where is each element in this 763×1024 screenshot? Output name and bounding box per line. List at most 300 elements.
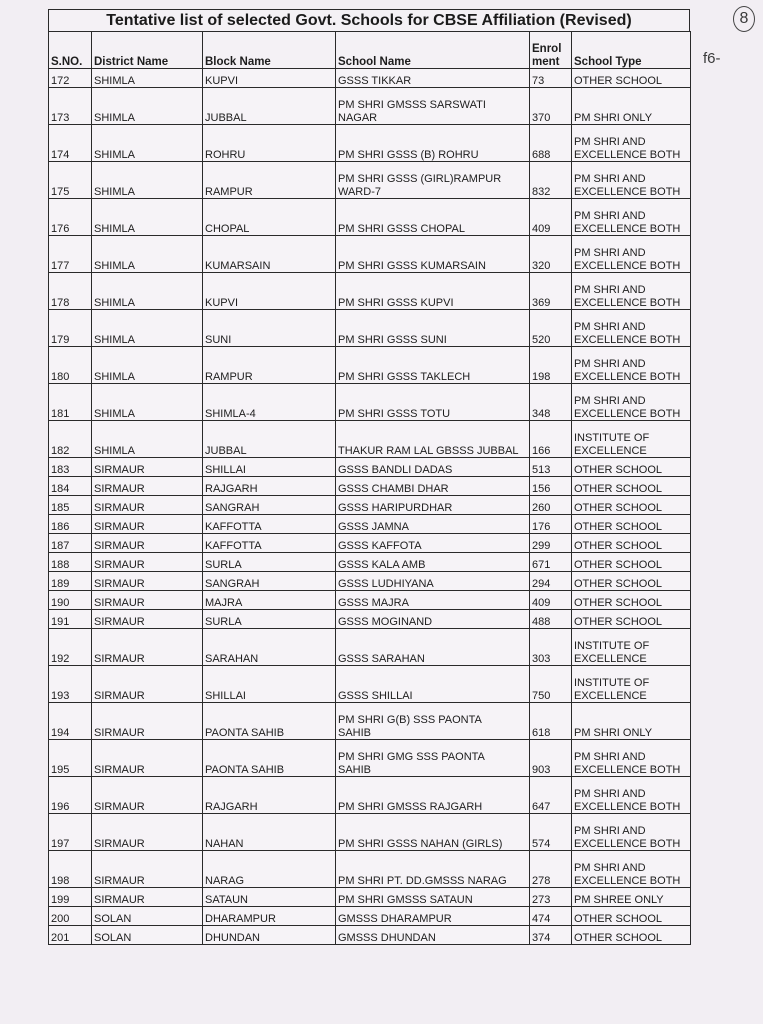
cell-sno: 194 xyxy=(49,703,92,740)
cell-block: KUPVI xyxy=(203,273,336,310)
cell-school-type-line: INSTITUTE OF xyxy=(574,677,650,690)
cell-school-name xyxy=(336,458,530,477)
cell-school-type-line: PM SHRI AND xyxy=(574,751,646,764)
cell-sno: 183 xyxy=(49,458,92,477)
cell-school-type-line: EXCELLENCE BOTH xyxy=(574,222,681,235)
header-enrolment-line-2: ment xyxy=(532,55,560,68)
cell-school-name xyxy=(336,740,530,777)
cell-school-type-line: OTHER SCHOOL xyxy=(574,501,663,514)
table-header-row xyxy=(49,32,691,69)
cell-school-name-line: SAHIB xyxy=(338,726,372,739)
table-row xyxy=(49,610,691,629)
cell-enrolment: 369 xyxy=(530,273,572,310)
cell-school-type-line: PM SHRI ONLY xyxy=(574,726,653,739)
cell-school-type-line: PM SHRI AND xyxy=(574,395,646,408)
cell-block: RAMPUR xyxy=(203,162,336,199)
cell-district: SHIMLA xyxy=(92,88,203,125)
cell-school-name xyxy=(336,162,530,199)
cell-school-type xyxy=(572,851,691,888)
cell-school-name-line: GSSS CHAMBI DHAR xyxy=(338,482,449,495)
cell-enrolment: 370 xyxy=(530,88,572,125)
cell-school-name xyxy=(336,851,530,888)
header-enrolment xyxy=(530,32,572,69)
cell-school-type-line: INSTITUTE OF xyxy=(574,432,650,445)
cell-school-type-line: PM SHRI AND xyxy=(574,210,646,223)
cell-sno: 184 xyxy=(49,477,92,496)
cell-sno: 193 xyxy=(49,666,92,703)
cell-school-name-line: NAGAR xyxy=(338,111,378,124)
cell-school-type-line: OTHER SCHOOL xyxy=(574,931,663,944)
cell-enrolment: 273 xyxy=(530,888,572,907)
cell-school-type-line: OTHER SCHOOL xyxy=(574,520,663,533)
cell-school-type-line: EXCELLENCE BOTH xyxy=(574,148,681,161)
cell-school-type-line: PM SHREE ONLY xyxy=(574,893,664,906)
cell-school-name xyxy=(336,814,530,851)
cell-school-type-line: EXCELLENCE BOTH xyxy=(574,370,681,383)
cell-block: RAJGARH xyxy=(203,777,336,814)
header-district: District Name xyxy=(92,32,203,69)
cell-district: SIRMAUR xyxy=(92,553,203,572)
schools-table xyxy=(48,31,691,945)
table-row xyxy=(49,273,691,310)
table-row xyxy=(49,629,691,666)
cell-block: KUMARSAIN xyxy=(203,236,336,273)
cell-school-type-line: EXCELLENCE BOTH xyxy=(574,874,681,887)
table-row xyxy=(49,384,691,421)
table-row xyxy=(49,703,691,740)
cell-school-type-line: OTHER SCHOOL xyxy=(574,596,663,609)
cell-enrolment: 618 xyxy=(530,703,572,740)
cell-enrolment: 488 xyxy=(530,610,572,629)
cell-school-name-line: PM SHRI GSSS TAKLECH xyxy=(338,370,471,383)
cell-school-type-line: PM SHRI AND xyxy=(574,788,646,801)
cell-district: SIRMAUR xyxy=(92,740,203,777)
cell-school-type-line: OTHER SCHOOL xyxy=(574,558,663,571)
cell-school-name-line: GSSS MOGINAND xyxy=(338,615,433,628)
cell-enrolment: 198 xyxy=(530,347,572,384)
cell-school-name xyxy=(336,515,530,534)
cell-school-name-line: PM SHRI GSSS TOTU xyxy=(338,407,451,420)
cell-enrolment: 520 xyxy=(530,310,572,347)
cell-enrolment: 903 xyxy=(530,740,572,777)
cell-block: RAJGARH xyxy=(203,477,336,496)
cell-district: SIRMAUR xyxy=(92,458,203,477)
cell-school-type xyxy=(572,310,691,347)
cell-enrolment: 409 xyxy=(530,591,572,610)
cell-school-type xyxy=(572,814,691,851)
cell-block: MAJRA xyxy=(203,591,336,610)
cell-school-name xyxy=(336,610,530,629)
cell-school-name xyxy=(336,553,530,572)
cell-school-type xyxy=(572,907,691,926)
page-number-annotation: 8 xyxy=(733,6,755,32)
cell-block: JUBBAL xyxy=(203,88,336,125)
cell-school-name xyxy=(336,777,530,814)
cell-school-name-line: PM SHRI GSSS (GIRL)RAMPUR xyxy=(338,173,502,186)
cell-sno: 175 xyxy=(49,162,92,199)
table-row xyxy=(49,851,691,888)
cell-district: SIRMAUR xyxy=(92,888,203,907)
cell-school-name xyxy=(336,347,530,384)
cell-district: SIRMAUR xyxy=(92,572,203,591)
cell-school-name xyxy=(336,273,530,310)
cell-school-name-line: PM SHRI GMSSS SATAUN xyxy=(338,893,473,906)
cell-school-type xyxy=(572,777,691,814)
cell-sno: 188 xyxy=(49,553,92,572)
cell-enrolment: 73 xyxy=(530,69,572,88)
cell-school-name-line: GSSS KALA AMB xyxy=(338,558,426,571)
cell-school-type-line: OTHER SCHOOL xyxy=(574,463,663,476)
cell-school-type-line: OTHER SCHOOL xyxy=(574,74,663,87)
cell-school-name xyxy=(336,907,530,926)
cell-school-type-line: PM SHRI AND xyxy=(574,862,646,875)
cell-enrolment: 750 xyxy=(530,666,572,703)
header-school: School Name xyxy=(336,32,530,69)
cell-school-name xyxy=(336,384,530,421)
cell-school-type xyxy=(572,629,691,666)
cell-block: SUNI xyxy=(203,310,336,347)
cell-enrolment: 574 xyxy=(530,814,572,851)
cell-sno: 176 xyxy=(49,199,92,236)
table-row xyxy=(49,496,691,515)
cell-enrolment: 409 xyxy=(530,199,572,236)
cell-block: PAONTA SAHIB xyxy=(203,740,336,777)
cell-school-type-line: PM SHRI ONLY xyxy=(574,111,653,124)
cell-block: KAFFOTTA xyxy=(203,515,336,534)
cell-school-type-line: OTHER SCHOOL xyxy=(574,912,663,925)
cell-school-name xyxy=(336,591,530,610)
cell-school-name-line: GSSS HARIPURDHAR xyxy=(338,501,453,514)
cell-enrolment: 303 xyxy=(530,629,572,666)
cell-block: KAFFOTTA xyxy=(203,534,336,553)
cell-school-name xyxy=(336,88,530,125)
table-row xyxy=(49,666,691,703)
cell-sno: 173 xyxy=(49,88,92,125)
cell-district: SHIMLA xyxy=(92,199,203,236)
cell-school-type xyxy=(572,384,691,421)
cell-school-type xyxy=(572,591,691,610)
cell-school-type-line: PM SHRI AND xyxy=(574,136,646,149)
cell-sno: 191 xyxy=(49,610,92,629)
cell-school-type xyxy=(572,125,691,162)
cell-school-type xyxy=(572,273,691,310)
cell-district: SHIMLA xyxy=(92,421,203,458)
cell-school-type xyxy=(572,926,691,945)
cell-school-name-line: GSSS JAMNA xyxy=(338,520,409,533)
table-row xyxy=(49,591,691,610)
cell-school-name xyxy=(336,926,530,945)
cell-enrolment: 156 xyxy=(530,477,572,496)
cell-district: SIRMAUR xyxy=(92,477,203,496)
table-row xyxy=(49,515,691,534)
cell-school-type-line: EXCELLENCE BOTH xyxy=(574,333,681,346)
cell-school-name-line: GSSS TIKKAR xyxy=(338,74,412,87)
cell-block: SHILLAI xyxy=(203,458,336,477)
cell-school-type xyxy=(572,162,691,199)
cell-school-type-line: INSTITUTE OF xyxy=(574,640,650,653)
cell-school-name xyxy=(336,310,530,347)
cell-sno: 192 xyxy=(49,629,92,666)
cell-school-name-line: PM SHRI GSSS KUMARSAIN xyxy=(338,259,486,272)
cell-district: SIRMAUR xyxy=(92,610,203,629)
header-enrolment-line-1: Enrol xyxy=(532,43,562,56)
cell-school-name-line: PM SHRI GSSS CHOPAL xyxy=(338,222,465,235)
cell-block: JUBBAL xyxy=(203,421,336,458)
table-row xyxy=(49,534,691,553)
cell-school-name-line: PM SHRI G(B) SSS PAONTA xyxy=(338,714,482,727)
cell-enrolment: 671 xyxy=(530,553,572,572)
table-row xyxy=(49,421,691,458)
cell-sno: 195 xyxy=(49,740,92,777)
cell-enrolment: 294 xyxy=(530,572,572,591)
cell-school-name xyxy=(336,888,530,907)
cell-enrolment: 166 xyxy=(530,421,572,458)
cell-school-name-line: GSSS SARAHAN xyxy=(338,652,425,665)
cell-block: SURLA xyxy=(203,610,336,629)
cell-district: SOLAN xyxy=(92,907,203,926)
cell-school-name-line: GSSS SHILLAI xyxy=(338,689,413,702)
table-row xyxy=(49,236,691,273)
cell-sno: 197 xyxy=(49,814,92,851)
cell-school-type xyxy=(572,703,691,740)
cell-sno: 178 xyxy=(49,273,92,310)
cell-school-type xyxy=(572,534,691,553)
cell-school-type xyxy=(572,610,691,629)
cell-sno: 198 xyxy=(49,851,92,888)
cell-school-type-line: EXCELLENCE BOTH xyxy=(574,763,681,776)
cell-sno: 181 xyxy=(49,384,92,421)
cell-school-name xyxy=(336,69,530,88)
cell-school-name xyxy=(336,629,530,666)
cell-school-type xyxy=(572,347,691,384)
table-row xyxy=(49,888,691,907)
cell-enrolment: 688 xyxy=(530,125,572,162)
cell-school-name xyxy=(336,703,530,740)
cell-school-type-line: PM SHRI AND xyxy=(574,321,646,334)
cell-district: SIRMAUR xyxy=(92,534,203,553)
header-sno: S.NO. xyxy=(49,32,92,69)
cell-district: SHIMLA xyxy=(92,347,203,384)
cell-school-type-line: EXCELLENCE xyxy=(574,652,647,665)
cell-block: KUPVI xyxy=(203,69,336,88)
cell-sno: 182 xyxy=(49,421,92,458)
cell-district: SHIMLA xyxy=(92,162,203,199)
cell-block: DHUNDAN xyxy=(203,926,336,945)
cell-enrolment: 260 xyxy=(530,496,572,515)
cell-enrolment: 374 xyxy=(530,926,572,945)
cell-school-type xyxy=(572,553,691,572)
cell-school-type-line: OTHER SCHOOL xyxy=(574,539,663,552)
cell-school-name xyxy=(336,534,530,553)
table-row xyxy=(49,814,691,851)
cell-school-name xyxy=(336,496,530,515)
cell-district: SIRMAUR xyxy=(92,814,203,851)
cell-sno: 200 xyxy=(49,907,92,926)
cell-school-type-line: EXCELLENCE xyxy=(574,689,647,702)
cell-district: SHIMLA xyxy=(92,384,203,421)
cell-school-type-line: OTHER SCHOOL xyxy=(574,615,663,628)
cell-district: SIRMAUR xyxy=(92,666,203,703)
cell-school-type xyxy=(572,888,691,907)
cell-sno: 186 xyxy=(49,515,92,534)
cell-block: NARAG xyxy=(203,851,336,888)
cell-school-type-line: PM SHRI AND xyxy=(574,284,646,297)
cell-school-name xyxy=(336,125,530,162)
cell-block: ROHRU xyxy=(203,125,336,162)
cell-school-type-line: OTHER SCHOOL xyxy=(574,482,663,495)
cell-school-type-line: OTHER SCHOOL xyxy=(574,577,663,590)
cell-district: SIRMAUR xyxy=(92,851,203,888)
cell-school-type-line: EXCELLENCE BOTH xyxy=(574,185,681,198)
cell-school-name xyxy=(336,421,530,458)
cell-sno: 180 xyxy=(49,347,92,384)
cell-block: SARAHAN xyxy=(203,629,336,666)
cell-school-type-line: EXCELLENCE BOTH xyxy=(574,259,681,272)
table-row xyxy=(49,458,691,477)
cell-school-name-line: PM SHRI GSSS SUNI xyxy=(338,333,447,346)
cell-enrolment: 513 xyxy=(530,458,572,477)
cell-district: SHIMLA xyxy=(92,310,203,347)
cell-school-name-line: GSSS MAJRA xyxy=(338,596,409,609)
cell-block: SHILLAI xyxy=(203,666,336,703)
cell-enrolment: 474 xyxy=(530,907,572,926)
cell-school-name xyxy=(336,477,530,496)
table-row xyxy=(49,88,691,125)
cell-school-type-line: EXCELLENCE BOTH xyxy=(574,407,681,420)
header-block: Block Name xyxy=(203,32,336,69)
cell-school-name-line: PM SHRI GMSSS SARSWATI xyxy=(338,99,486,112)
cell-district: SIRMAUR xyxy=(92,496,203,515)
cell-sno: 190 xyxy=(49,591,92,610)
cell-school-type-line: EXCELLENCE BOTH xyxy=(574,837,681,850)
cell-school-name-line: GSSS LUDHIYANA xyxy=(338,577,434,590)
cell-school-type xyxy=(572,477,691,496)
cell-sno: 172 xyxy=(49,69,92,88)
cell-school-name-line: GSSS KAFFOTA xyxy=(338,539,422,552)
cell-district: SIRMAUR xyxy=(92,515,203,534)
cell-school-name xyxy=(336,236,530,273)
header-school-type: School Type xyxy=(572,32,691,69)
cell-school-type xyxy=(572,666,691,703)
cell-school-name-line: PM SHRI GSSS NAHAN (GIRLS) xyxy=(338,837,503,850)
cell-school-name-line: PM SHRI GMSSS RAJGARH xyxy=(338,800,483,813)
cell-district: SOLAN xyxy=(92,926,203,945)
cell-enrolment: 320 xyxy=(530,236,572,273)
table-row xyxy=(49,69,691,88)
cell-school-type xyxy=(572,458,691,477)
cell-school-type xyxy=(572,572,691,591)
cell-school-type-line: EXCELLENCE BOTH xyxy=(574,800,681,813)
cell-sno: 189 xyxy=(49,572,92,591)
cell-sno: 174 xyxy=(49,125,92,162)
cell-block: NAHAN xyxy=(203,814,336,851)
cell-school-name-line: GSSS BANDLI DADAS xyxy=(338,463,453,476)
cell-school-type xyxy=(572,236,691,273)
cell-school-type-line: EXCELLENCE xyxy=(574,444,647,457)
cell-school-type-line: PM SHRI AND xyxy=(574,247,646,260)
table-row xyxy=(49,907,691,926)
cell-school-type xyxy=(572,421,691,458)
cell-school-name-line: PM SHRI PT. DD.GMSSS NARAG xyxy=(338,874,507,887)
table-row xyxy=(49,740,691,777)
cell-block: SATAUN xyxy=(203,888,336,907)
table-row xyxy=(49,199,691,236)
cell-enrolment: 647 xyxy=(530,777,572,814)
cell-school-name-line: WARD-7 xyxy=(338,185,381,198)
cell-school-name-line: PM SHRI GSSS (B) ROHRU xyxy=(338,148,479,161)
cell-sno: 199 xyxy=(49,888,92,907)
cell-district: SHIMLA xyxy=(92,236,203,273)
cell-school-type-line: PM SHRI AND xyxy=(574,173,646,186)
cell-block: DHARAMPUR xyxy=(203,907,336,926)
cell-school-type xyxy=(572,88,691,125)
cell-school-type xyxy=(572,199,691,236)
cell-school-name-line: PM SHRI GSSS KUPVI xyxy=(338,296,454,309)
cell-school-name-line: THAKUR RAM LAL GBSSS JUBBAL xyxy=(338,444,519,457)
page-title: Tentative list of selected Govt. Schools for CBSE Affiliation (Revised) xyxy=(48,9,690,31)
table-row xyxy=(49,347,691,384)
cell-district: SIRMAUR xyxy=(92,629,203,666)
table-row xyxy=(49,310,691,347)
table-row xyxy=(49,926,691,945)
cell-block: CHOPAL xyxy=(203,199,336,236)
cell-school-type-line: PM SHRI AND xyxy=(574,358,646,371)
cell-district: SIRMAUR xyxy=(92,777,203,814)
cell-school-name xyxy=(336,666,530,703)
table-row xyxy=(49,162,691,199)
cell-block: SHIMLA-4 xyxy=(203,384,336,421)
cell-district: SHIMLA xyxy=(92,273,203,310)
cell-block: SANGRAH xyxy=(203,496,336,515)
cell-district: SIRMAUR xyxy=(92,703,203,740)
cell-sno: 179 xyxy=(49,310,92,347)
cell-school-type xyxy=(572,740,691,777)
cell-enrolment: 299 xyxy=(530,534,572,553)
table-row xyxy=(49,477,691,496)
cell-sno: 196 xyxy=(49,777,92,814)
cell-district: SIRMAUR xyxy=(92,591,203,610)
cell-block: PAONTA SAHIB xyxy=(203,703,336,740)
cell-school-type xyxy=(572,69,691,88)
cell-school-name-line: GMSSS DHARAMPUR xyxy=(338,912,452,925)
cell-sno: 177 xyxy=(49,236,92,273)
cell-district: SHIMLA xyxy=(92,69,203,88)
table-row xyxy=(49,572,691,591)
cell-enrolment: 832 xyxy=(530,162,572,199)
cell-sno: 185 xyxy=(49,496,92,515)
cell-enrolment: 348 xyxy=(530,384,572,421)
cell-sno: 201 xyxy=(49,926,92,945)
cell-block: SANGRAH xyxy=(203,572,336,591)
table-row xyxy=(49,777,691,814)
cell-school-name-line: PM SHRI GMG SSS PAONTA xyxy=(338,751,485,764)
cell-sno: 187 xyxy=(49,534,92,553)
cell-school-type xyxy=(572,496,691,515)
table-row xyxy=(49,125,691,162)
cell-block: RAMPUR xyxy=(203,347,336,384)
cell-school-type xyxy=(572,515,691,534)
cell-school-name xyxy=(336,199,530,236)
cell-school-type-line: EXCELLENCE BOTH xyxy=(574,296,681,309)
cell-enrolment: 176 xyxy=(530,515,572,534)
cell-school-name xyxy=(336,572,530,591)
table-row xyxy=(49,553,691,572)
table-body xyxy=(49,69,691,945)
cell-block: SURLA xyxy=(203,553,336,572)
cell-school-type-line: PM SHRI AND xyxy=(574,825,646,838)
cell-enrolment: 278 xyxy=(530,851,572,888)
handwritten-note: f6- xyxy=(703,50,721,67)
